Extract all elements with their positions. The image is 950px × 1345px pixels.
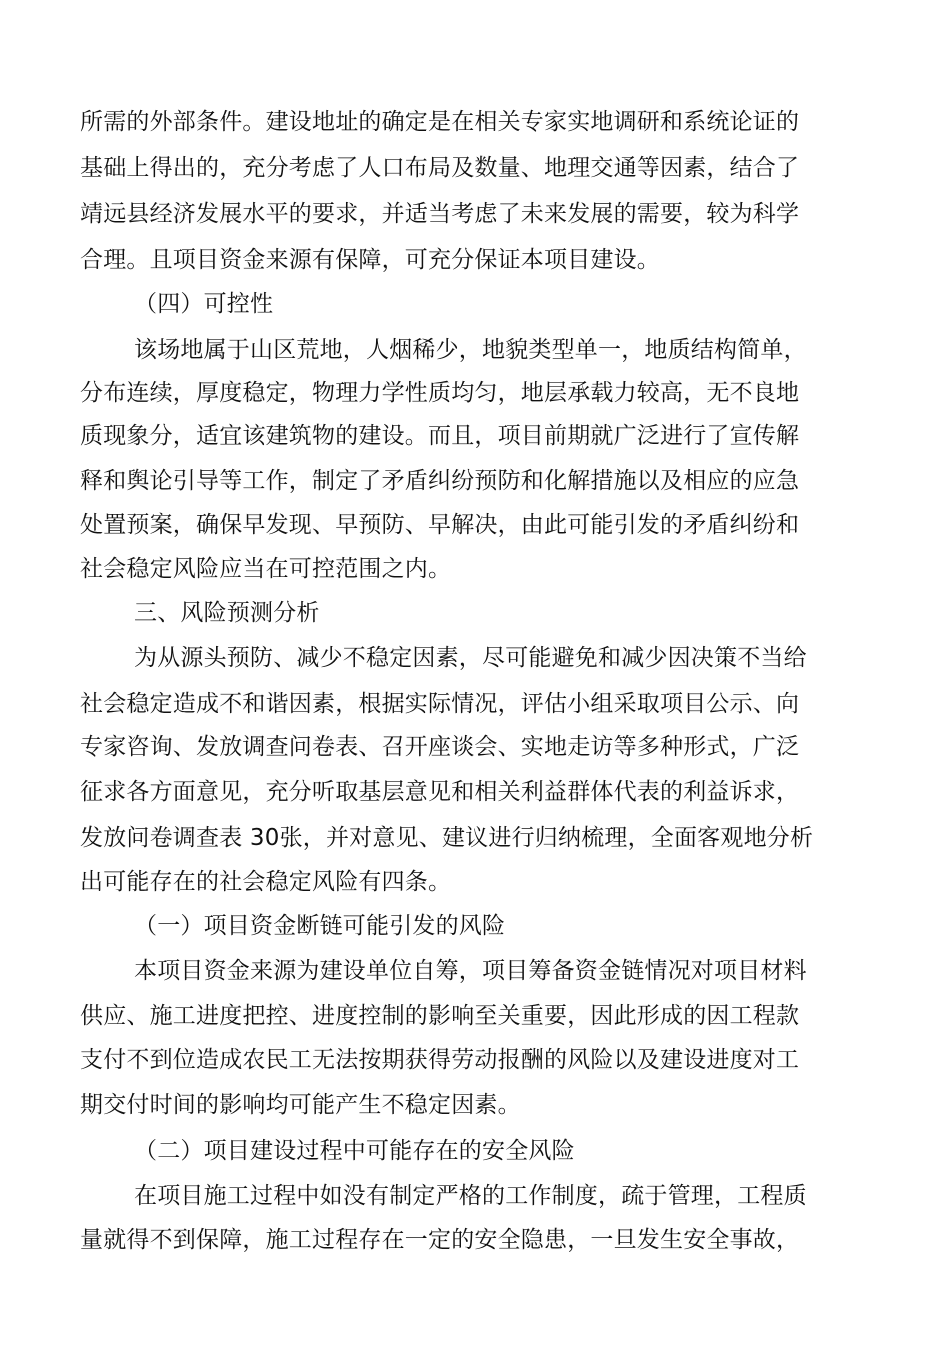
paragraph-line: 专家咨询、发放调查问卷表、召开座谈会、实地走访等多种形式，广泛 [80, 734, 800, 760]
paragraph-line: 处置预案，确保早发现、早预防、早解决，由此可能引发的矛盾纠纷和 [80, 512, 800, 538]
section-heading: （一）项目资金断链可能引发的风险 [134, 913, 506, 939]
paragraph-line: 供应、施工进度把控、进度控制的影响至关重要，因此形成的因工程款 [80, 1003, 800, 1029]
paragraph-line: 出可能存在的社会稳定风险有四条。 [80, 869, 452, 895]
paragraph-line: 在项目施工过程中如没有制定严格的工作制度，疏于管理，工程质 [134, 1183, 807, 1209]
paragraph-line: 合理。且项目资金来源有保障，可充分保证本项目建设。 [80, 247, 660, 273]
paragraph-line: 分布连续，厚度稳定，物理力学性质均匀，地层承载力较高，无不良地 [80, 380, 800, 406]
paragraph-line: 所需的外部条件。建设地址的确定是在相关专家实地调研和系统论证的 [80, 109, 800, 135]
paragraph-line: 靖远县经济发展水平的要求，并适当考虑了未来发展的需要，较为科学 [80, 201, 800, 227]
paragraph-line: 量就得不到保障，施工过程存在一定的安全隐患，一旦发生安全事故， [80, 1227, 800, 1253]
paragraph-line: 质现象分，适宜该建筑物的建设。而且，项目前期就广泛进行了宣传解 [80, 423, 800, 449]
paragraph-line: 基础上得出的，充分考虑了人口布局及数量、地理交通等因素，结合了 [80, 155, 800, 181]
paragraph-line: 该场地属于山区荒地，人烟稀少，地貌类型单一，地质结构简单， [134, 337, 807, 363]
paragraph-line: 社会稳定造成不和谐因素，根据实际情况，评估小组采取项目公示、向 [80, 691, 800, 717]
paragraph-line: 本项目资金来源为建设单位自筹，项目筹备资金链情况对项目材料 [134, 958, 807, 984]
section-heading: 三、风险预测分析 [134, 600, 320, 626]
section-heading: （二）项目建设过程中可能存在的安全风险 [134, 1138, 575, 1164]
section-heading: （四）可控性 [134, 291, 274, 317]
paragraph-line: 支付不到位造成农民工无法按期获得劳动报酬的风险以及建设进度对工 [80, 1047, 800, 1073]
paragraph-line: 社会稳定风险应当在可控范围之内。 [80, 556, 452, 582]
paragraph-line: 释和舆论引导等工作，制定了矛盾纠纷预防和化解措施以及相应的应急 [80, 468, 800, 494]
paragraph-line: 期交付时间的影响均可能产生不稳定因素。 [80, 1092, 521, 1118]
paragraph-line: 为从源头预防、减少不稳定因素，尽可能避免和减少因决策不当给 [134, 645, 807, 671]
paragraph-line: 征求各方面意见，充分听取基层意见和相关利益群体代表的利益诉求， [80, 779, 800, 805]
paragraph-line: 发放问卷调查表 30张，并对意见、建议进行归纳梳理，全面客观地分析 [80, 825, 814, 851]
